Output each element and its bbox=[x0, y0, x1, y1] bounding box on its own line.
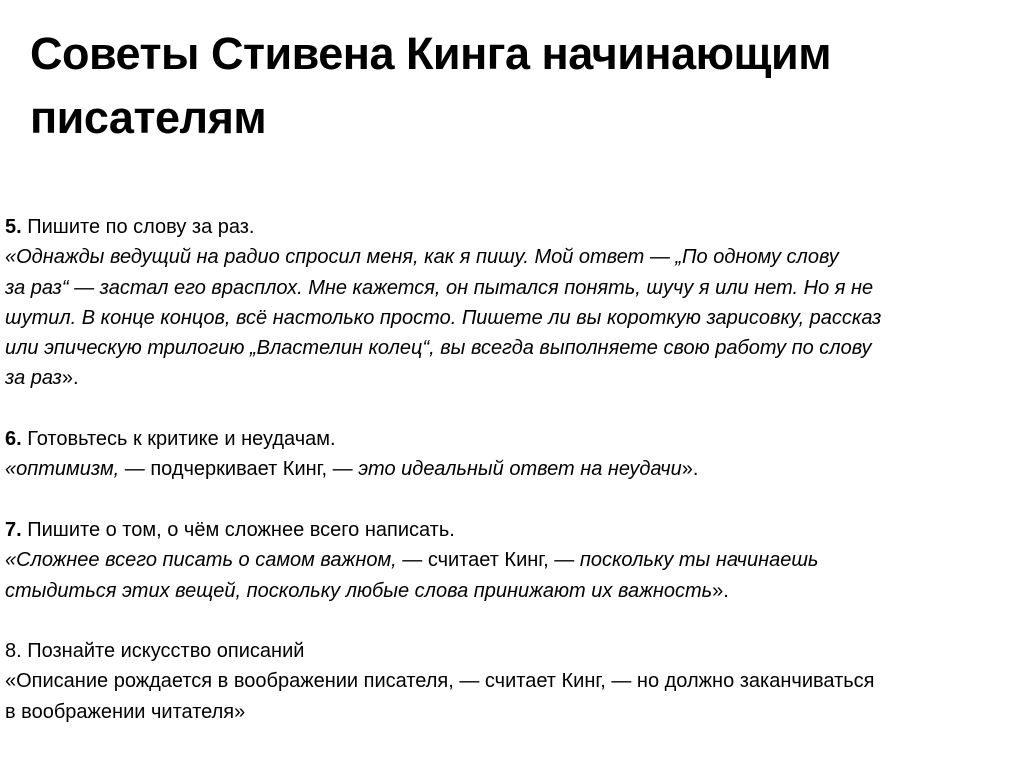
tip-6-heading bbox=[5, 424, 1024, 454]
slide-body bbox=[5, 212, 1024, 727]
tip-5-number: 5. bbox=[5, 216, 22, 238]
tip-6-quote-part-1: «оптимизм, bbox=[5, 458, 120, 481]
tip-8-quote-line-1: «Описание рождается в воображении писателя, — считает Кинг, — но должно заканчиваться bbox=[5, 670, 875, 693]
tip-6-quote-part-3: это идеальный ответ на неудачи bbox=[358, 458, 682, 481]
tip-6-quote-end: ». bbox=[681, 458, 699, 481]
tip-5-quote-line-5 bbox=[5, 363, 1024, 393]
tip-7-heading bbox=[5, 515, 1024, 545]
tip-6-quote-part-2: — подчеркивает Кинг, — bbox=[119, 458, 359, 481]
tip-7-quote-part-3: поскольку ты начинаешь bbox=[579, 549, 819, 572]
tip-5-heading bbox=[5, 212, 1024, 242]
tip-5-quote-line-4: или эпическую трилогию „Властелин колец“, вы всегда выполняете свою работу по слову bbox=[5, 337, 872, 360]
tip-6-number: 6. bbox=[5, 428, 22, 451]
tip-7-quote-part-2: — считает Кинг, — bbox=[396, 549, 580, 572]
spacer bbox=[5, 485, 1024, 515]
tip-5-quote-line-2: за раз“ — застал его врасплох. Мне кажется, он пытался понять, шучу я или нет. Но я не bbox=[5, 276, 874, 299]
tip-6-quote bbox=[5, 454, 1024, 484]
tip-5 bbox=[5, 212, 1024, 394]
tip-7-quote-line-1 bbox=[5, 545, 1024, 575]
tip-7-quote-end: ». bbox=[712, 579, 729, 602]
tip-7-heading-text: Пишите о том, о чём сложнее всего написать. bbox=[21, 518, 455, 541]
tip-5-quote-end: ». bbox=[61, 367, 79, 390]
tip-7-quote-line-2-text: стыдиться этих вещей, поскольку любые слова принижают их важность bbox=[5, 579, 713, 602]
tip-7-number: 7. bbox=[5, 518, 22, 541]
tip-8-quote-line-2: в воображении читателя» bbox=[5, 700, 246, 723]
tip-6-heading-text: Готовьтесь к критике и неудачам. bbox=[21, 428, 336, 451]
tip-7-quote-line-2 bbox=[5, 576, 1024, 606]
spacer bbox=[5, 394, 1024, 424]
tip-7 bbox=[5, 515, 1024, 606]
tip-8 bbox=[5, 636, 1024, 727]
tip-5-quote-line-3: шутил. В конце концов, всё настолько просто. Пишете ли вы короткую зарисовку, рассказ bbox=[5, 306, 882, 329]
tip-6 bbox=[5, 424, 1024, 485]
spacer bbox=[5, 606, 1024, 636]
tip-7-quote-part-1: «Сложнее всего писать о самом важном, bbox=[5, 549, 397, 572]
tip-8-heading: 8. Познайте искусство описаний bbox=[5, 640, 305, 663]
slide-title bbox=[30, 22, 990, 150]
slide-title-line-2: писателям bbox=[30, 92, 267, 143]
tip-5-quote-line-1: «Однажды ведущий на радио спросил меня, как я пишу. Мой ответ — „По одному слову bbox=[5, 246, 839, 269]
tip-5-heading-text: Пишите по слову за раз. bbox=[21, 216, 255, 238]
tip-5-quote-last: за раз bbox=[5, 367, 62, 390]
slide-title-line-1: Советы Стивена Кинга начинающим bbox=[30, 28, 831, 79]
